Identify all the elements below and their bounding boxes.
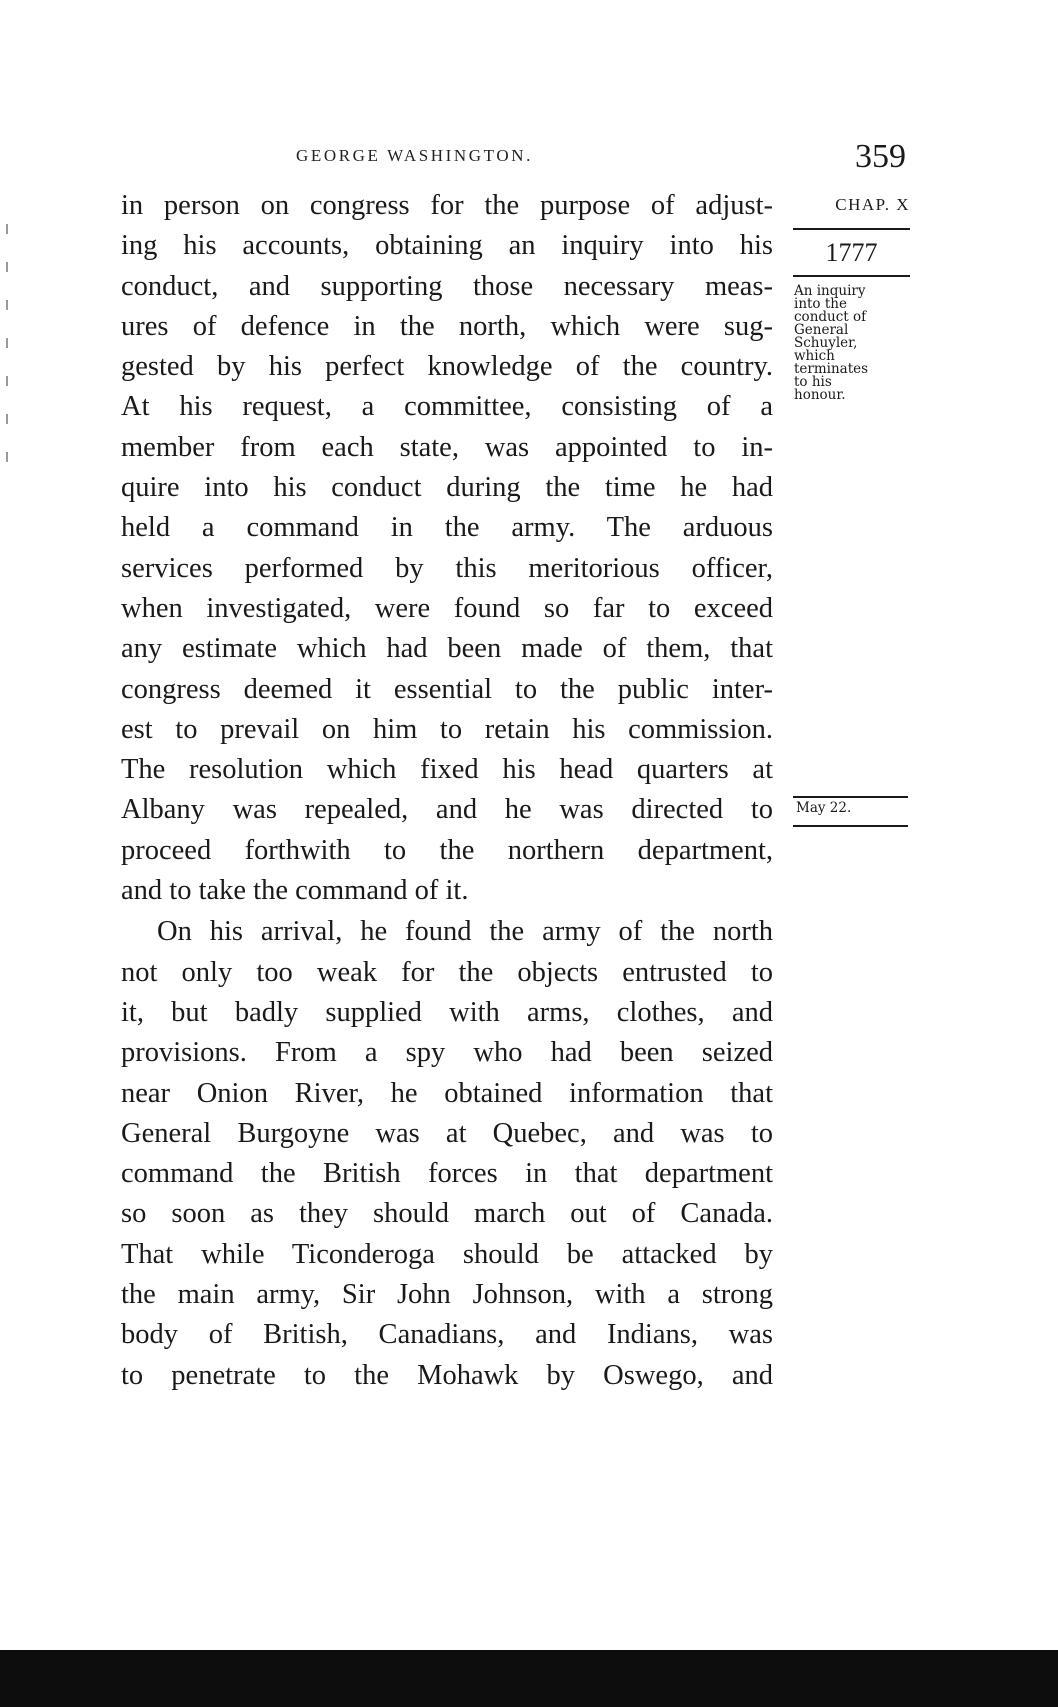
text-line: The resolution which fixed his head quarters at: [121, 754, 773, 786]
text-line: congress deemed it essential to the public inter-: [121, 673, 773, 705]
sidenote-line: which: [794, 348, 835, 364]
scan-mark: [6, 262, 8, 272]
text-line: body of British, Canadians, and Indians, was: [121, 1319, 773, 1351]
scan-mark: [6, 452, 8, 462]
text-line: services performed by this meritorious officer,: [121, 552, 773, 584]
scan-border-bottom: [0, 1650, 1058, 1707]
text-line: in person on congress for the purpose of adjust-: [121, 190, 773, 221]
sidenote-line: terminates: [794, 361, 869, 377]
scan-mark: [6, 376, 8, 386]
text-line: proceed forthwith to the northern department,: [121, 834, 773, 866]
sidenote: [794, 285, 914, 402]
chapter-label: CHAP. X: [835, 195, 910, 214]
sidenote-line: General: [794, 322, 849, 338]
sidenote-line: An inquiry: [794, 283, 866, 299]
text-line: and to take the command of it.: [121, 875, 469, 907]
text-line: held a command in the army. The arduous: [121, 512, 773, 544]
running-title: GEORGE WASHINGTON.: [296, 146, 533, 165]
sidenote-line: conduct of: [794, 309, 867, 325]
paragraph-1: [121, 186, 773, 911]
date-rule-top: [793, 796, 908, 798]
sidenote-line: Schuyler,: [794, 335, 858, 351]
text-line: any estimate which had been made of them, that: [121, 633, 773, 665]
text-line: ing his accounts, obtaining an inquiry into his: [121, 230, 773, 262]
text-line: Albany was repealed, and he was directed to: [121, 794, 773, 826]
scan-mark: [6, 224, 8, 234]
text-line: conduct, and supporting those necessary meas-: [121, 270, 773, 302]
date-note: May 22.: [796, 800, 852, 816]
text-line: est to prevail on him to retain his commission.: [121, 713, 773, 745]
text-line: provisions. From a spy who had been seized: [121, 1037, 773, 1069]
scan-mark: [6, 414, 8, 424]
text-line: member from each state, was appointed to in-: [121, 431, 773, 463]
sidenote-line: to his: [794, 374, 832, 390]
text-line: the main army, Sir John Johnson, with a strong: [121, 1279, 773, 1311]
page-number: 359: [855, 138, 906, 175]
text-line: That while Ticonderoga should be attacked by: [121, 1238, 773, 1270]
text-line: to penetrate to the Mohawk by Oswego, and: [121, 1359, 773, 1391]
text-line: General Burgoyne was at Quebec, and was to: [121, 1117, 773, 1149]
text-line: On his arrival, he found the army of the north: [157, 916, 773, 948]
text-line: when investigated, were found so far to exceed: [121, 592, 773, 624]
text-line: not only too weak for the objects entrusted to: [121, 956, 773, 988]
year-label: 1777: [825, 238, 878, 267]
body-text: [121, 186, 773, 1396]
scan-mark: [6, 338, 8, 348]
sidenote-line: honour.: [794, 387, 846, 403]
sidenote-line: into the: [794, 296, 847, 312]
text-line: gested by his perfect knowledge of the country.: [121, 351, 773, 383]
chapter-rule: [793, 228, 910, 230]
text-line: command the British forces in that department: [121, 1158, 773, 1190]
date-rule-bottom: [793, 825, 908, 827]
text-line: ures of defence in the north, which were sug-: [121, 310, 773, 342]
scan-mark: [6, 300, 8, 310]
text-line: quire into his conduct during the time he had: [121, 472, 773, 504]
text-line: near Onion River, he obtained information that: [121, 1077, 773, 1109]
text-line: it, but badly supplied with arms, clothes, and: [121, 996, 773, 1028]
text-line: so soon as they should march out of Canada.: [121, 1198, 773, 1230]
paragraph-2: [121, 912, 773, 1396]
text-line: At his request, a committee, consisting of a: [121, 391, 773, 423]
year-rule: [793, 275, 910, 277]
